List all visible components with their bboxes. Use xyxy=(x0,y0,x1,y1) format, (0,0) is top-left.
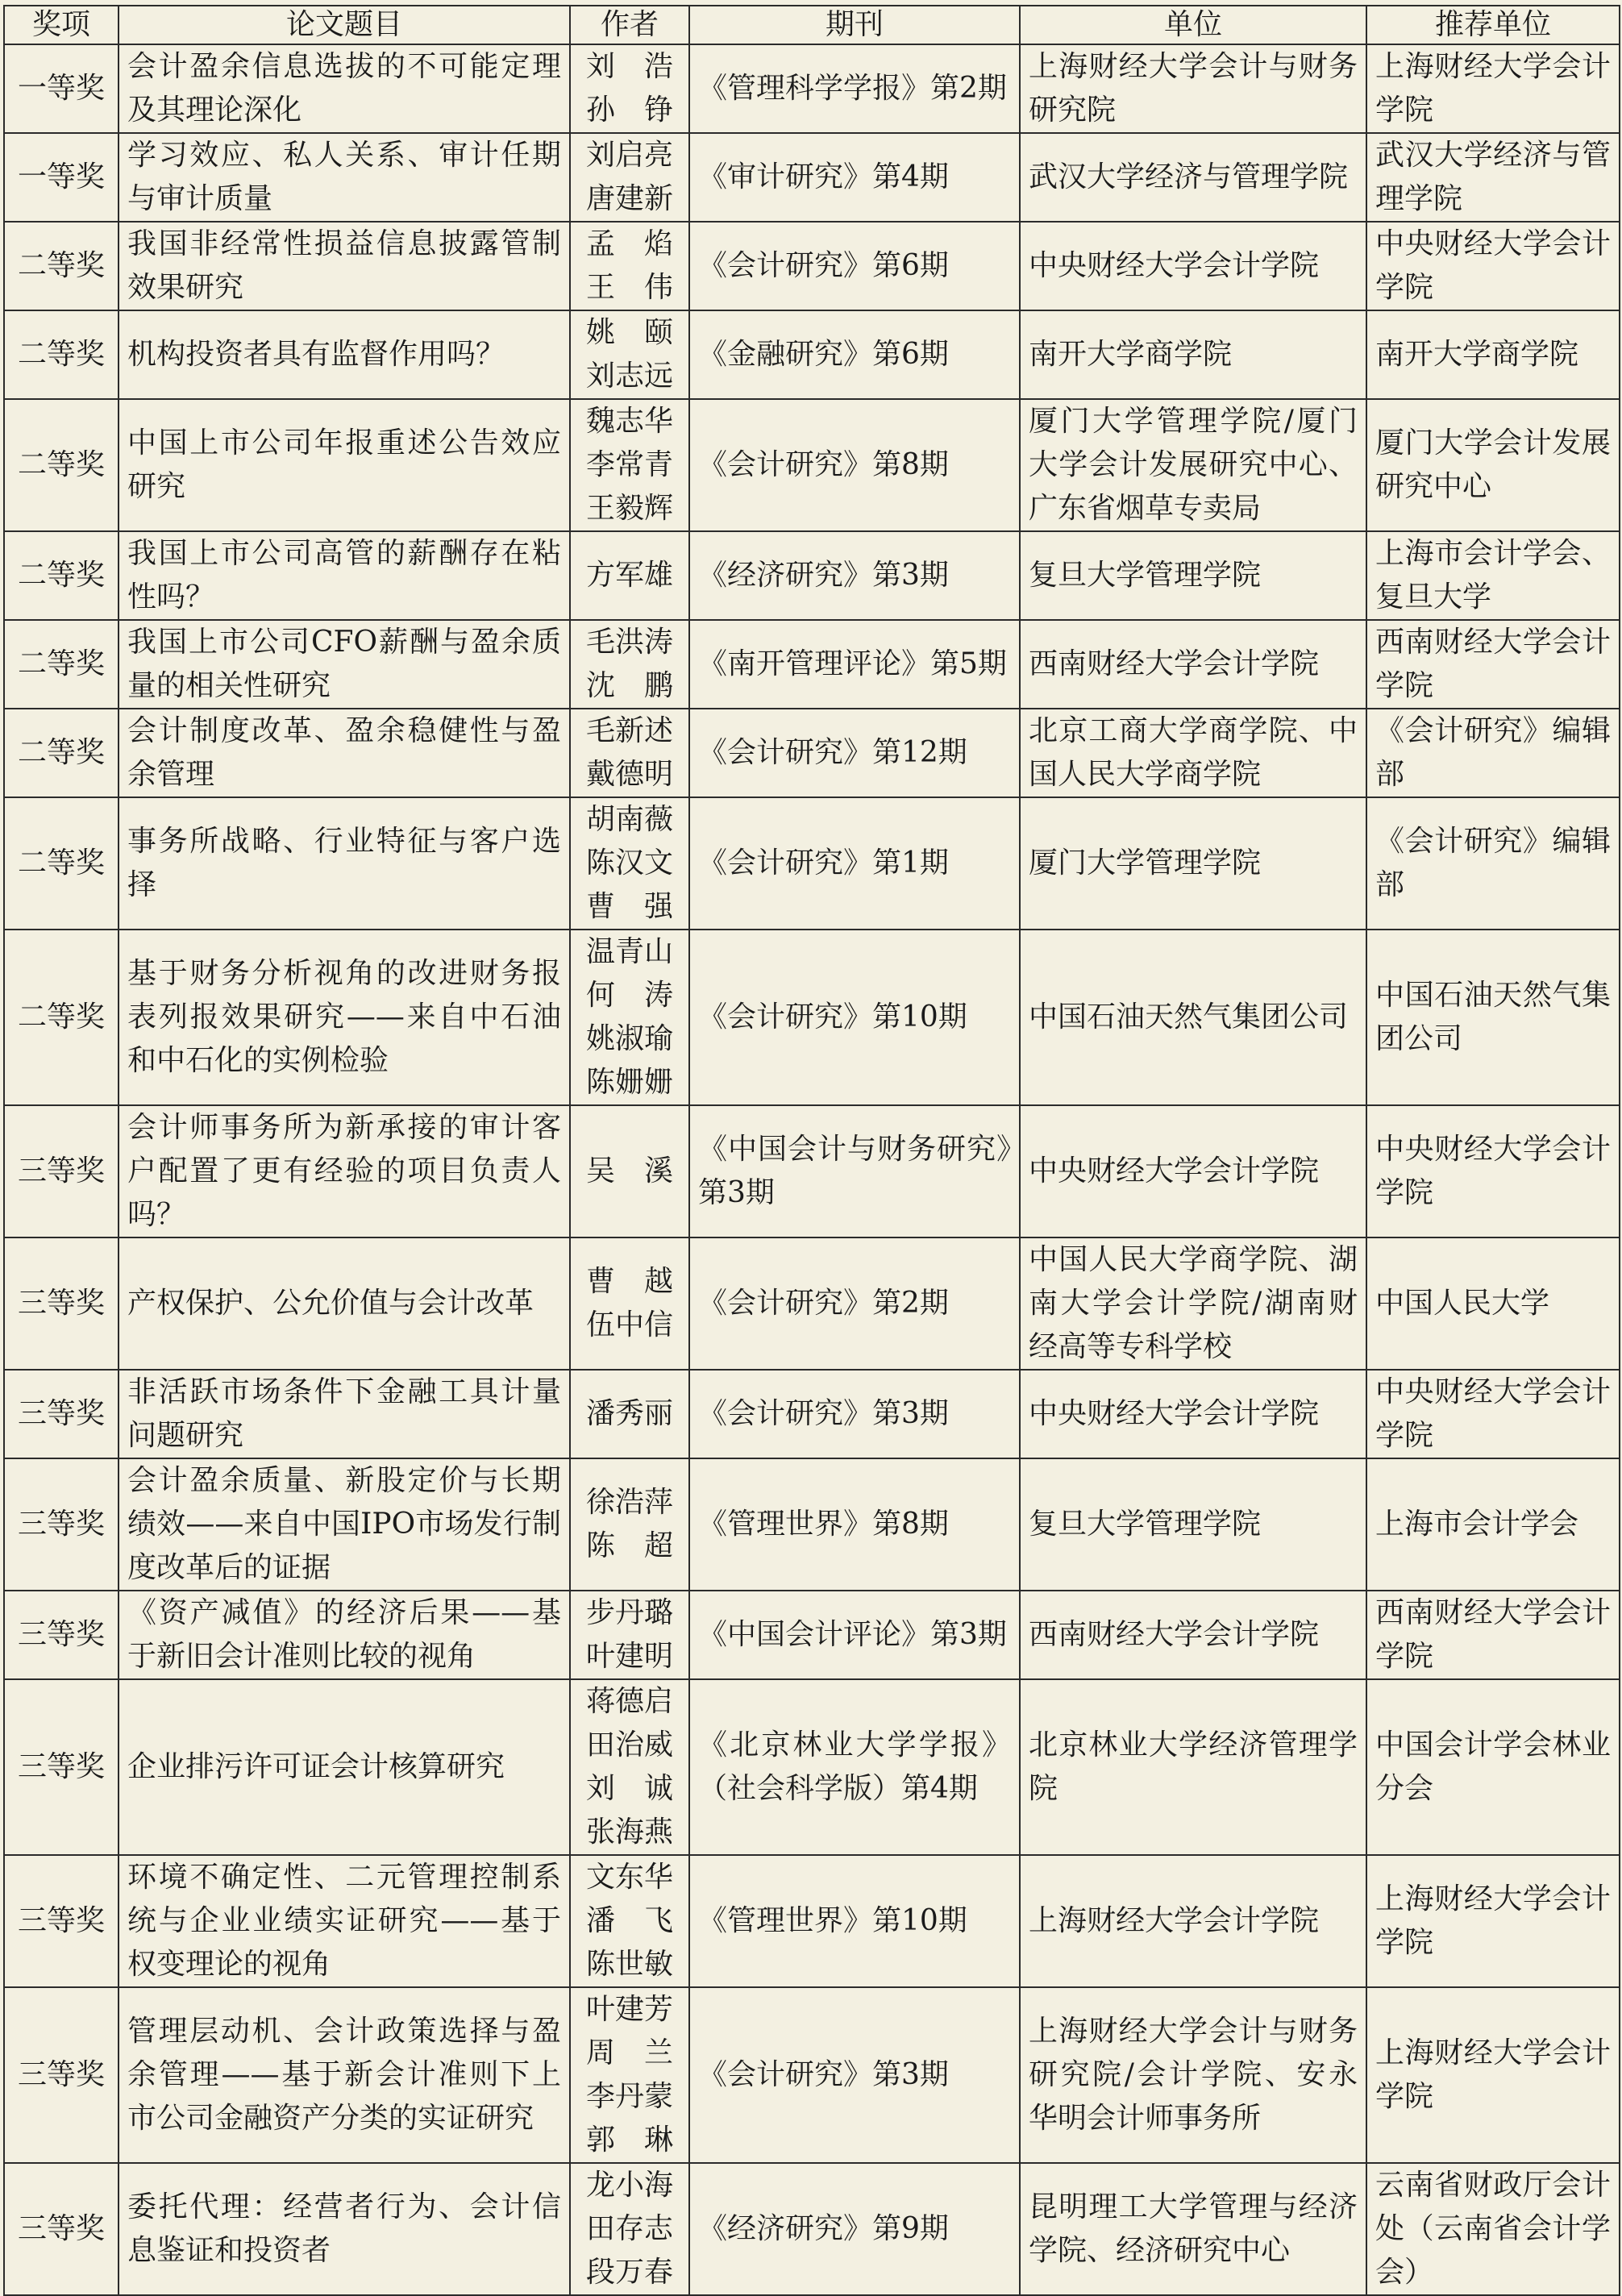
table-row xyxy=(4,1679,1620,1855)
author-name: 张海燕 xyxy=(585,1816,673,1849)
recommender-cell: 中央财经大学会计学院 xyxy=(1366,1370,1620,1458)
author-name: 温青山 xyxy=(585,935,673,968)
unit-cell: 中央财经大学会计学院 xyxy=(1020,222,1366,310)
unit-cell: 南开大学商学院 xyxy=(1020,310,1366,399)
author-name: 叶建明 xyxy=(585,1640,673,1673)
header-award: 奖项 xyxy=(4,6,119,44)
authors-cell xyxy=(570,1987,689,2163)
unit-cell: 复旦大学管理学院 xyxy=(1020,1458,1366,1591)
table-row xyxy=(4,797,1620,930)
table-row xyxy=(4,531,1620,620)
recommender-cell: 中国会计学会林业分会 xyxy=(1366,1679,1620,1855)
unit-cell: 中国石油天然气集团公司 xyxy=(1020,930,1366,1105)
title-cell: 机构投资者具有监督作用吗？ xyxy=(119,310,570,399)
award-cell: 三等奖 xyxy=(4,1370,119,1458)
unit-cell: 昆明理工大学管理与经济学院、经济研究中心 xyxy=(1020,2163,1366,2295)
award-cell: 二等奖 xyxy=(4,797,119,930)
author-name: 伍中信 xyxy=(585,1308,673,1341)
header-recommender: 推荐单位 xyxy=(1366,6,1620,44)
award-cell: 二等奖 xyxy=(4,709,119,797)
authors-cell xyxy=(570,620,689,709)
title-cell: 环境不确定性、二元管理控制系统与企业业绩实证研究——基于权变理论的视角 xyxy=(119,1855,570,1987)
recommender-cell: 西南财经大学会计学院 xyxy=(1366,1591,1620,1679)
author-name: 李丹蒙 xyxy=(585,2080,673,2113)
title-cell: 我国上市公司CFO薪酬与盈余质量的相关性研究 xyxy=(119,620,570,709)
award-cell: 二等奖 xyxy=(4,930,119,1105)
authors-cell xyxy=(570,1679,689,1855)
table-row xyxy=(4,620,1620,709)
authors-cell xyxy=(570,2163,689,2295)
header-unit: 单位 xyxy=(1020,6,1366,44)
author-name: 毛洪涛 xyxy=(585,626,673,659)
award-cell: 三等奖 xyxy=(4,1591,119,1679)
author-name: 陈姗姗 xyxy=(585,1066,673,1099)
award-cell: 一等奖 xyxy=(4,133,119,222)
authors-cell xyxy=(570,44,689,133)
table-row xyxy=(4,1237,1620,1370)
author-name: 胡南薇 xyxy=(585,803,673,836)
unit-cell: 武汉大学经济与管理学院 xyxy=(1020,133,1366,222)
author-name: 刘志远 xyxy=(585,360,673,393)
table-row xyxy=(4,1987,1620,2163)
unit-cell: 西南财经大学会计学院 xyxy=(1020,1591,1366,1679)
recommender-cell: 上海市会计学会 xyxy=(1366,1458,1620,1591)
unit-cell: 厦门大学管理学院/厦门大学会计发展研究中心、广东省烟草专卖局 xyxy=(1020,399,1366,531)
author-name: 陈汉文 xyxy=(585,846,673,880)
recommender-cell: 中央财经大学会计学院 xyxy=(1366,1105,1620,1237)
recommender-cell: 《会计研究》编辑部 xyxy=(1366,797,1620,930)
award-cell: 三等奖 xyxy=(4,2163,119,2295)
unit-cell: 中央财经大学会计学院 xyxy=(1020,1105,1366,1237)
title-cell: 委托代理：经营者行为、会计信息鉴证和投资者 xyxy=(119,2163,570,2295)
title-cell: 中国上市公司年报重述公告效应研究 xyxy=(119,399,570,531)
authors-cell xyxy=(570,797,689,930)
table-row xyxy=(4,1855,1620,1987)
authors-cell xyxy=(570,310,689,399)
table-row xyxy=(4,1105,1620,1237)
title-cell: 企业排污许可证会计核算研究 xyxy=(119,1679,570,1855)
author-name: 王 伟 xyxy=(585,271,673,304)
author-name: 陈世敏 xyxy=(585,1948,673,1981)
journal-cell: 《管理世界》第8期 xyxy=(689,1458,1020,1591)
recommender-cell: 上海财经大学会计学院 xyxy=(1366,44,1620,133)
journal-cell: 《会计研究》第3期 xyxy=(689,1370,1020,1458)
award-cell: 二等奖 xyxy=(4,310,119,399)
award-cell: 二等奖 xyxy=(4,399,119,531)
unit-cell: 上海财经大学会计与财务研究院 xyxy=(1020,44,1366,133)
authors-cell xyxy=(570,1591,689,1679)
title-cell: 非活跃市场条件下金融工具计量问题研究 xyxy=(119,1370,570,1458)
journal-cell: 《会计研究》第8期 xyxy=(689,399,1020,531)
journal-cell: 《中国会计评论》第3期 xyxy=(689,1591,1020,1679)
journal-cell: 《会计研究》第1期 xyxy=(689,797,1020,930)
author-name: 刘启亮 xyxy=(585,139,673,172)
award-cell: 三等奖 xyxy=(4,1987,119,2163)
recommender-cell: 厦门大学会计发展研究中心 xyxy=(1366,399,1620,531)
unit-cell: 中国人民大学商学院、湖南大学会计学院/湖南财经高等专科学校 xyxy=(1020,1237,1366,1370)
author-name: 田存志 xyxy=(585,2212,673,2245)
journal-cell: 《北京林业大学学报》（社会科学版）第4期 xyxy=(689,1679,1020,1855)
journal-cell: 《经济研究》第9期 xyxy=(689,2163,1020,2295)
recommender-cell: 中央财经大学会计学院 xyxy=(1366,222,1620,310)
award-cell: 二等奖 xyxy=(4,620,119,709)
author-name: 周 兰 xyxy=(585,2036,673,2069)
unit-cell: 西南财经大学会计学院 xyxy=(1020,620,1366,709)
table-row xyxy=(4,1458,1620,1591)
award-cell: 三等奖 xyxy=(4,1458,119,1591)
authors-cell xyxy=(570,709,689,797)
author-name: 何 涛 xyxy=(585,979,673,1012)
author-name: 戴德明 xyxy=(585,758,673,791)
author-name: 魏志华 xyxy=(585,405,673,438)
table-row xyxy=(4,222,1620,310)
author-name: 孟 焰 xyxy=(585,227,673,260)
header-authors: 作者 xyxy=(570,6,689,44)
recommender-cell: 上海财经大学会计学院 xyxy=(1366,1987,1620,2163)
author-name: 曹 强 xyxy=(585,890,673,923)
author-name: 吴 溪 xyxy=(585,1154,673,1188)
journal-cell: 《金融研究》第6期 xyxy=(689,310,1020,399)
recommender-cell: 上海市会计学会、复旦大学 xyxy=(1366,531,1620,620)
author-name: 潘秀丽 xyxy=(585,1397,673,1430)
table-body xyxy=(4,44,1620,2295)
author-name: 陈 超 xyxy=(585,1529,673,1562)
author-name: 步丹璐 xyxy=(585,1596,673,1629)
title-cell: 管理层动机、会计政策选择与盈余管理——基于新会计准则下上市公司金融资产分类的实证研究 xyxy=(119,1987,570,2163)
title-cell: 事务所战略、行业特征与客户选择 xyxy=(119,797,570,930)
authors-cell xyxy=(570,1855,689,1987)
author-name: 孙 铮 xyxy=(585,94,673,127)
recommender-cell: 中国人民大学 xyxy=(1366,1237,1620,1370)
author-name: 李常青 xyxy=(585,448,673,481)
title-cell: 我国上市公司高管的薪酬存在粘性吗？ xyxy=(119,531,570,620)
header-title: 论文题目 xyxy=(119,6,570,44)
author-name: 段万春 xyxy=(585,2256,673,2289)
award-cell: 二等奖 xyxy=(4,222,119,310)
authors-cell xyxy=(570,1105,689,1237)
author-name: 蒋德启 xyxy=(585,1685,673,1718)
recommender-cell: 武汉大学经济与管理学院 xyxy=(1366,133,1620,222)
author-name: 沈 鹏 xyxy=(585,669,673,702)
table-row xyxy=(4,930,1620,1105)
author-name: 文东华 xyxy=(585,1861,673,1894)
authors-cell xyxy=(570,222,689,310)
table-row xyxy=(4,133,1620,222)
authors-cell xyxy=(570,1237,689,1370)
author-name: 刘 诚 xyxy=(585,1772,673,1805)
journal-cell: 《中国会计与财务研究》第3期 xyxy=(689,1105,1020,1237)
table-row xyxy=(4,1591,1620,1679)
author-name: 潘 飞 xyxy=(585,1904,673,1937)
author-name: 龙小海 xyxy=(585,2169,673,2202)
recommender-cell: 云南省财政厅会计处（云南省会计学会） xyxy=(1366,2163,1620,2295)
title-cell: 我国非经常性损益信息披露管制效果研究 xyxy=(119,222,570,310)
journal-cell: 《审计研究》第4期 xyxy=(689,133,1020,222)
title-cell: 会计师事务所为新承接的审计客户配置了更有经验的项目负责人吗？ xyxy=(119,1105,570,1237)
table-row xyxy=(4,310,1620,399)
recommender-cell: 南开大学商学院 xyxy=(1366,310,1620,399)
unit-cell: 复旦大学管理学院 xyxy=(1020,531,1366,620)
journal-cell: 《会计研究》第6期 xyxy=(689,222,1020,310)
author-name: 叶建芳 xyxy=(585,1993,673,2026)
authors-cell xyxy=(570,1370,689,1458)
table-row xyxy=(4,44,1620,133)
journal-cell: 《管理科学学报》第2期 xyxy=(689,44,1020,133)
table-row xyxy=(4,709,1620,797)
recommender-cell: 西南财经大学会计学院 xyxy=(1366,620,1620,709)
author-name: 曹 越 xyxy=(585,1265,673,1298)
title-cell: 会计盈余信息选拔的不可能定理及其理论深化 xyxy=(119,44,570,133)
unit-cell: 中央财经大学会计学院 xyxy=(1020,1370,1366,1458)
unit-cell: 厦门大学管理学院 xyxy=(1020,797,1366,930)
award-cell: 三等奖 xyxy=(4,1855,119,1987)
recommender-cell: 《会计研究》编辑部 xyxy=(1366,709,1620,797)
header-journal: 期刊 xyxy=(689,6,1020,44)
journal-cell: 《会计研究》第2期 xyxy=(689,1237,1020,1370)
authors-cell xyxy=(570,930,689,1105)
authors-cell xyxy=(570,399,689,531)
journal-cell: 《会计研究》第10期 xyxy=(689,930,1020,1105)
table-header-row xyxy=(4,6,1620,44)
table-row xyxy=(4,2163,1620,2295)
title-cell: 产权保护、公允价值与会计改革 xyxy=(119,1237,570,1370)
journal-cell: 《会计研究》第3期 xyxy=(689,1987,1020,2163)
award-cell: 一等奖 xyxy=(4,44,119,133)
authors-cell xyxy=(570,133,689,222)
table-row xyxy=(4,399,1620,531)
author-name: 郭 琳 xyxy=(585,2123,673,2157)
title-cell: 会计制度改革、盈余稳健性与盈余管理 xyxy=(119,709,570,797)
unit-cell: 北京林业大学经济管理学院 xyxy=(1020,1679,1366,1855)
authors-cell xyxy=(570,531,689,620)
journal-cell: 《经济研究》第3期 xyxy=(689,531,1020,620)
author-name: 刘 浩 xyxy=(585,50,673,83)
journal-cell: 《会计研究》第12期 xyxy=(689,709,1020,797)
author-name: 姚淑瑜 xyxy=(585,1022,673,1055)
title-cell: 《资产减值》的经济后果——基于新旧会计准则比较的视角 xyxy=(119,1591,570,1679)
unit-cell: 上海财经大学会计学院 xyxy=(1020,1855,1366,1987)
awards-table xyxy=(3,5,1620,2296)
unit-cell: 上海财经大学会计与财务研究院/会计学院、安永华明会计师事务所 xyxy=(1020,1987,1366,2163)
author-name: 唐建新 xyxy=(585,182,673,215)
author-name: 方军雄 xyxy=(585,559,673,592)
title-cell: 基于财务分析视角的改进财务报表列报效果研究——来自中石油和中石化的实例检验 xyxy=(119,930,570,1105)
title-cell: 学习效应、私人关系、审计任期与审计质量 xyxy=(119,133,570,222)
recommender-cell: 中国石油天然气集团公司 xyxy=(1366,930,1620,1105)
author-name: 王毅辉 xyxy=(585,492,673,525)
author-name: 毛新述 xyxy=(585,714,673,747)
award-cell: 三等奖 xyxy=(4,1679,119,1855)
unit-cell: 北京工商大学商学院、中国人民大学商学院 xyxy=(1020,709,1366,797)
award-cell: 三等奖 xyxy=(4,1105,119,1237)
award-cell: 三等奖 xyxy=(4,1237,119,1370)
authors-cell xyxy=(570,1458,689,1591)
journal-cell: 《南开管理评论》第5期 xyxy=(689,620,1020,709)
recommender-cell: 上海财经大学会计学院 xyxy=(1366,1855,1620,1987)
author-name: 徐浩萍 xyxy=(585,1486,673,1519)
author-name: 田治威 xyxy=(585,1728,673,1762)
award-cell: 二等奖 xyxy=(4,531,119,620)
author-name: 姚 颐 xyxy=(585,316,673,349)
title-cell: 会计盈余质量、新股定价与长期绩效——来自中国IPO市场发行制度改革后的证据 xyxy=(119,1458,570,1591)
journal-cell: 《管理世界》第10期 xyxy=(689,1855,1020,1987)
table-row xyxy=(4,1370,1620,1458)
